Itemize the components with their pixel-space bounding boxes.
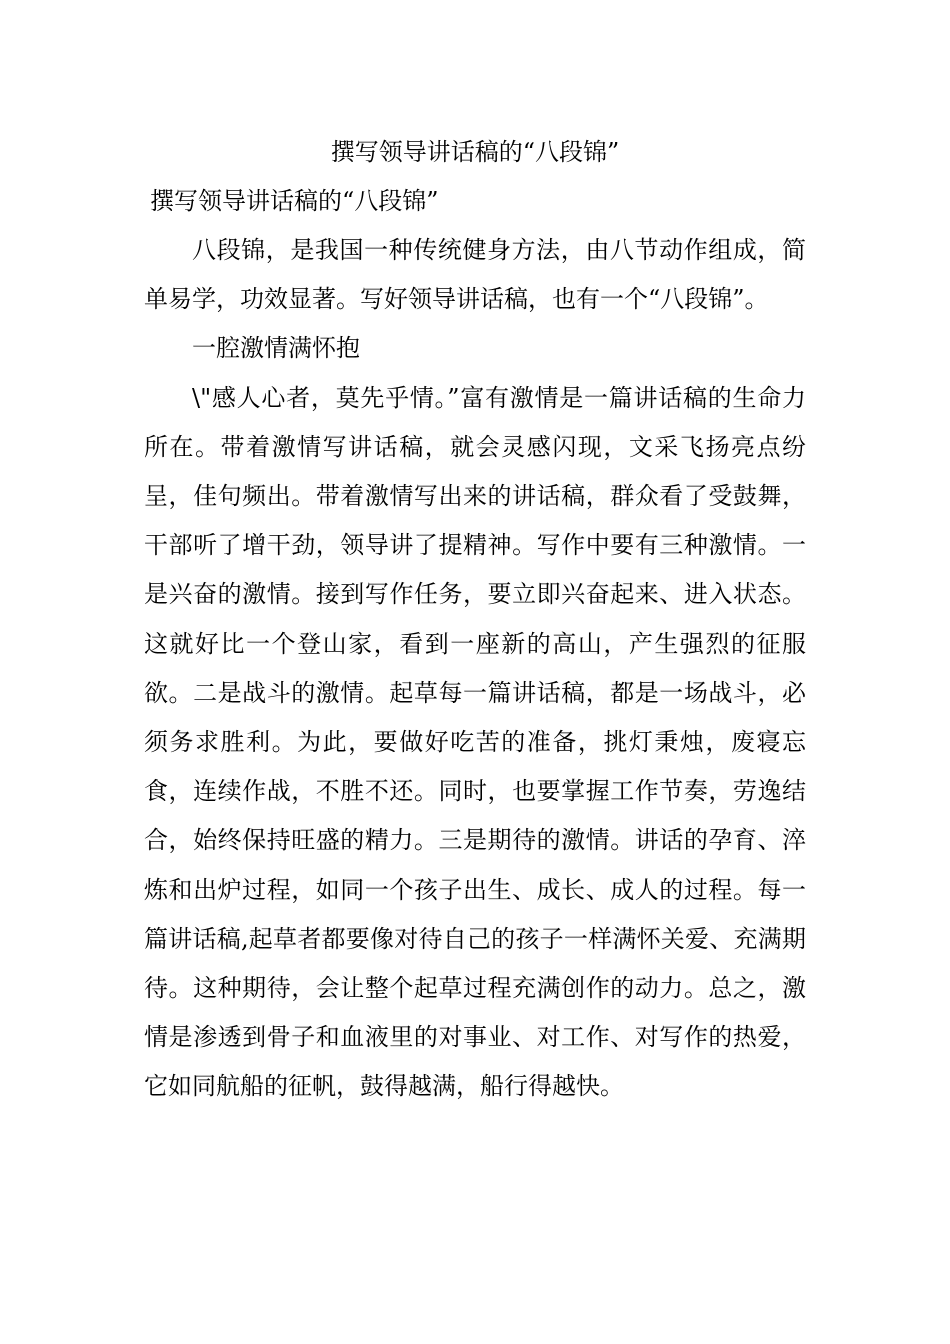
document-subtitle: 撰写领导讲话稿的“八段锦” — [150, 187, 439, 215]
document-body — [144, 226, 806, 1112]
section-paragraph: \"感人心者，莫先乎情。”富有激情是一篇讲话稿的生命力所在。带着激情写讲话稿，就会灵感闪现，文采飞扬亮点纷呈，佳句频出。带着激情写出来的讲话稿，群众看了受鼓舞，干部听了增干劲，领导讲了提精神。写作中要有三种激情。一是兴奋的激情。接到写作任务，要立即兴奋起来、进入状态。这就好比一个登山家，看到一座新的高山，产生强烈的征服欲。二是战斗的激情。起草每一篇讲话稿，都是一场战斗，必须务求胜利。为此，要做好吃苦的准备，挑灯秉烛，废寝忘食，连续作战，不胜不还。同时，也要掌握工作节奏，劳逸结合，始终保持旺盛的精力。三是期待的激情。讲话的孕育、淬炼和出炉过程，如同一个孩子出生、成长、成人的过程。每一篇讲话稿,起草者都要像对待自己的孩子一样满怀关爱、充满期待。这种期待，会让整个起草过程充满创作的动力。总之，激情是渗透到骨子和血液里的对事业、对工作、对写作的热爱，它如同航船的征帆，鼓得越满，船行得越快。 — [144, 383, 806, 1101]
section-heading: 一腔激情满怀抱 — [192, 334, 360, 363]
document-title: 撰写领导讲话稿的“八段锦” — [330, 138, 620, 166]
intro-paragraph: 八段锦，是我国一种传统健身方法，由八节动作组成，简单易学，功效显著。写好领导讲话稿，也有一个“八段锦”。 — [144, 236, 806, 314]
